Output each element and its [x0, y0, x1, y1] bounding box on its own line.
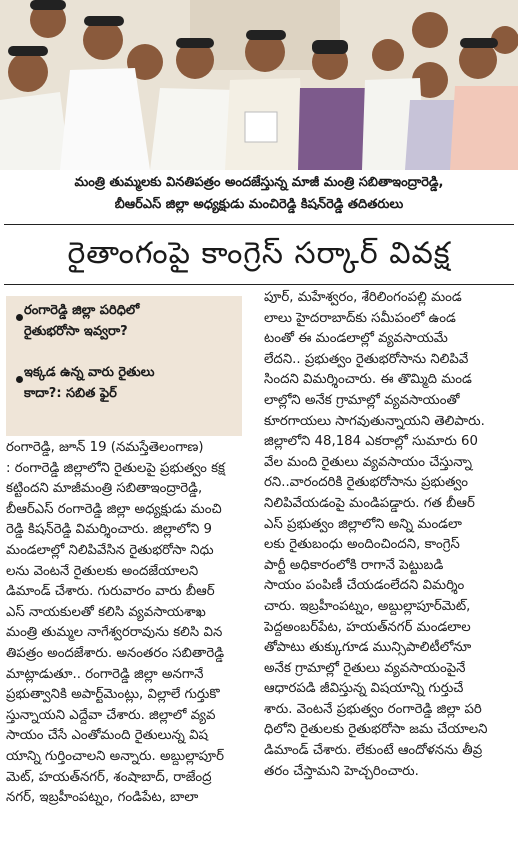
- article-line: మంత్రి తుమ్మల నాగేశ్వరరావును కలిసి విన: [6, 625, 223, 641]
- article-line: టంతో ఈ మండలాల్లో వ్యవసాయమే: [264, 331, 448, 347]
- article-line: రెడ్డి కిషన్‌రెడ్డి విమర్శించారు. జిల్లాలోని 9: [6, 522, 212, 538]
- article-line: సాయం పంపిణీ చేయడంలేదని విమర్శిం: [264, 578, 465, 594]
- article-line: లాలు హైదరాబాద్‌కు సమీపంలో ఉండ: [264, 310, 456, 326]
- article-line: రంగారెడ్డి, జూన్ 19 (నమస్తేతెలంగాణ): [6, 440, 204, 455]
- article-line: ఎస్ ప్రభుత్వం జిల్లాలోని అన్ని మండలా: [264, 516, 462, 532]
- article-line: నిలిపివేయడంపై మండిపడ్డారు. గత బీఆర్: [264, 495, 475, 511]
- caption-line-2: బీఆర్‌ఎస్ జిల్లా అధ్యక్షుడు మంచిరెడ్డి కిషన్‌రెడ్డి తదితరులు: [114, 197, 404, 212]
- article-line: మాట్లాడుతూ.. రంగారెడ్డి జిల్లా అనగానే: [6, 666, 204, 682]
- highlight-line: ఇక్కడ ఉన్న వారు రైతులు: [24, 365, 155, 380]
- article-line: కూరగాయలు సాగవుతున్నాయని తెలిపారు.: [264, 413, 485, 429]
- highlight-item: [24, 362, 154, 404]
- article-line: జిల్లాలోని 48,184 ఎకరాల్లో సుమారు 60: [264, 434, 478, 450]
- article-line: మెట్, హయత్‌నగర్, శంషాబాద్, రాజేంద్ర: [6, 769, 212, 785]
- article-line: రని..వారందరికి రైతుభరోసాను ప్రభుత్వం: [264, 475, 468, 491]
- article-line: ధిలోని రైతులకు రైతుభరోసా జమ చేయాలని: [264, 722, 488, 738]
- article-line: శారు. వెంటనే ప్రభుత్వం రంగారెడ్డి జిల్లా పరి: [264, 701, 482, 717]
- highlight-line: రంగారెడ్డి జిల్లా పరిధిలో: [24, 303, 140, 318]
- article-line: వేల మంది రైతులు వ్యవసాయం చేస్తున్నా: [264, 454, 472, 470]
- highlight-line: కాదా?: సబిత ఫైర్: [24, 386, 117, 401]
- article-line: స్తున్నాయని ఎద్దేవా చేశారు. జిల్లాలో వ్యవ: [6, 707, 216, 723]
- article-line: తరం చేస్తామని హెచ్చరించారు.: [264, 763, 419, 779]
- article-line: ఎస్ నాయకులతో కలిసి వ్యవసాయశాఖ: [6, 604, 206, 620]
- article-line: పార్టీ అధికారంలోకి రాగానే పెట్టుబడి: [264, 557, 444, 573]
- article-line: డిమాండ్ చేశారు. లేకుంటే ఆందోళనను తీవ్ర: [264, 743, 483, 759]
- article-line: పెద్దఅంబర్‌పేట, హయత్‌నగర్ మండలాల: [264, 619, 471, 635]
- photo-caption: [0, 172, 518, 222]
- article-line: తోపాటు తుక్కుగూడ మున్సిపాలిటీలోనూ: [264, 640, 472, 656]
- highlight-line: రైతుభరోసా ఇవ్వరా?: [24, 324, 128, 339]
- divider-top: [4, 224, 514, 225]
- article-line: నగర్, ఇబ్రహీంపట్నం, గండిపేట, బాలా: [6, 790, 199, 806]
- article-line: లకు రైతుబంధు అందించిందని, కాంగ్రెస్: [264, 537, 460, 553]
- highlights-box: [6, 296, 242, 436]
- caption-line-1: మంత్రి తుమ్మలకు వినతిపత్రం అందజేస్తున్న మాజీ మంత్రి సబితాఇంద్రారెడ్డి,: [74, 175, 444, 190]
- article-line: లేదని.. ప్రభుత్వం రైతుభరోసాను నిలిపివే: [264, 351, 469, 367]
- article-line: అనేక గ్రామాల్లో రైతులు వ్యవసాయంపైనే: [264, 660, 466, 676]
- article-line: లను వెంటనే రైతులకు అందజేయాలని: [6, 563, 199, 579]
- article-line: ఆధారపడి జీవిస్తున్న విషయాన్ని గుర్తుచే: [264, 681, 464, 697]
- article-line: ప్రభుత్వానికి అపార్ట్‌మెంట్లు, విల్లాలే గుర్తుకొ: [6, 687, 220, 703]
- article-line: చారు. ఇబ్రహీంపట్నం, అబ్దుల్లాపూర్‌మెట్,: [264, 598, 471, 614]
- news-photo: [0, 0, 518, 170]
- article-line: : రంగారెడ్డి జిల్లాలోని రైతులపై ప్రభుత్వం కక్ష: [6, 460, 225, 476]
- bullet-icon: [16, 314, 23, 321]
- headline: రైతాంగంపై కాంగ్రెస్ సర్కార్ వివక్ష: [67, 236, 451, 271]
- article-body-right: [264, 288, 514, 782]
- article-line: సిందని విమర్శించారు. ఈ తొమ్మిది మండ: [264, 372, 472, 388]
- article-line: లాల్లోని అనేక గ్రామాల్లో వ్యవసాయంతో: [264, 392, 460, 408]
- article-line: మండలాల్లో నిలిపివేసిన రైతుభరోసా నిధు: [6, 542, 214, 558]
- article-line: బీఆర్‌ఎస్ రంగారెడ్డి జిల్లా అధ్యక్షుడు మంచి: [6, 501, 222, 517]
- article-line: పూర్, మహేశ్వరం, శేరిలింగంపల్లి మండ: [264, 290, 462, 305]
- divider-bottom: [4, 284, 514, 285]
- photo-illustration: [0, 0, 518, 170]
- article-line: యాన్ని గుర్తించాలని అన్నారు. అబ్దుల్లాపూర్: [6, 748, 224, 764]
- highlight-item: [24, 300, 139, 342]
- bullet-icon: [16, 376, 23, 383]
- article-line: సాయం చేసే ఎంతోమంది రైతులున్న విష: [6, 728, 209, 744]
- article-line: తిపత్రం అందజేశారు. అనంతరం సబితారెడ్డి: [6, 645, 225, 661]
- article-line: డిమాండ్ చేశారు. గురువారం వారు బీఆర్: [6, 584, 215, 600]
- article-body-left: [6, 438, 250, 809]
- article-line: కట్టిందని మాజీమంత్రి సబితాఇంద్రారెడ్డి,: [6, 481, 203, 497]
